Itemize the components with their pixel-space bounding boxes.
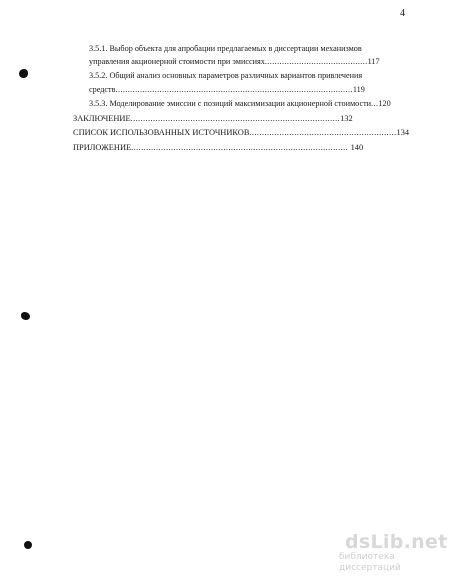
toc-entry-3-5-3-text: 3.5.3. Моделирование эмиссии с позиций максимизации акционерной стоимости bbox=[89, 99, 372, 108]
toc-entry-3-5-2-line-1: 3.5.2. Общий анализ основных параметров различных вариантов привлечения bbox=[89, 71, 363, 80]
toc-entry-references-title: СПИСОК ИСПОЛЬЗОВАННЫХ ИСТОЧНИКОВ bbox=[73, 128, 250, 137]
toc-leader-dots: .................................................................................... bbox=[130, 114, 341, 123]
watermark-logo: dsLib.net bbox=[345, 531, 448, 553]
toc-entry-conclusion-title: ЗАКЛЮЧЕНИЕ bbox=[73, 114, 131, 123]
toc-entry-references bbox=[73, 128, 409, 138]
toc-entry-conclusion-page: 132 bbox=[340, 114, 353, 123]
scan-ink-blot bbox=[21, 312, 30, 320]
scan-ink-blot bbox=[19, 69, 28, 78]
toc-leader-dots: ....................................................................................... bbox=[131, 143, 351, 152]
scan-ink-blot bbox=[24, 541, 32, 549]
toc-entry-appendix bbox=[73, 143, 363, 153]
toc-entry-appendix-page: 140 bbox=[350, 143, 364, 152]
toc-entry-3-5-2-page: 119 bbox=[352, 85, 365, 94]
page-number: 4 bbox=[400, 8, 405, 19]
toc-entry-3-5-1-line-1: 3.5.1. Выбор объекта для апробации предлагаемых в диссертации механизмов bbox=[89, 44, 362, 53]
toc-entry-3-5-3-page: 120 bbox=[378, 99, 391, 108]
toc-entry-references-page: 134 bbox=[396, 128, 410, 137]
toc-entry-3-5-1-line-2 bbox=[89, 57, 380, 67]
toc-leader-dots: ........................................................... bbox=[249, 128, 397, 137]
dslib-watermark bbox=[339, 531, 448, 574]
toc-entry-conclusion bbox=[73, 114, 353, 124]
toc-entry-3-5-1-text: управления акционерной стоимости при эмиссиях bbox=[89, 57, 265, 66]
toc-entry-3-5-3 bbox=[89, 99, 391, 109]
toc-leader-dots: ... bbox=[371, 99, 379, 108]
toc-leader-dots: .......................................... bbox=[264, 57, 368, 66]
toc-entry-3-5-1-page: 117 bbox=[367, 57, 380, 66]
watermark-subtitle: библиотека диссертаций bbox=[339, 552, 401, 573]
toc-entry-appendix-title: ПРИЛОЖЕНИЕ bbox=[73, 143, 132, 152]
toc-leader-dots: ................................................................................................. bbox=[115, 85, 353, 94]
toc-entry-3-5-2-line-2 bbox=[89, 85, 365, 95]
toc-entry-3-5-2-text: средств bbox=[89, 85, 116, 94]
